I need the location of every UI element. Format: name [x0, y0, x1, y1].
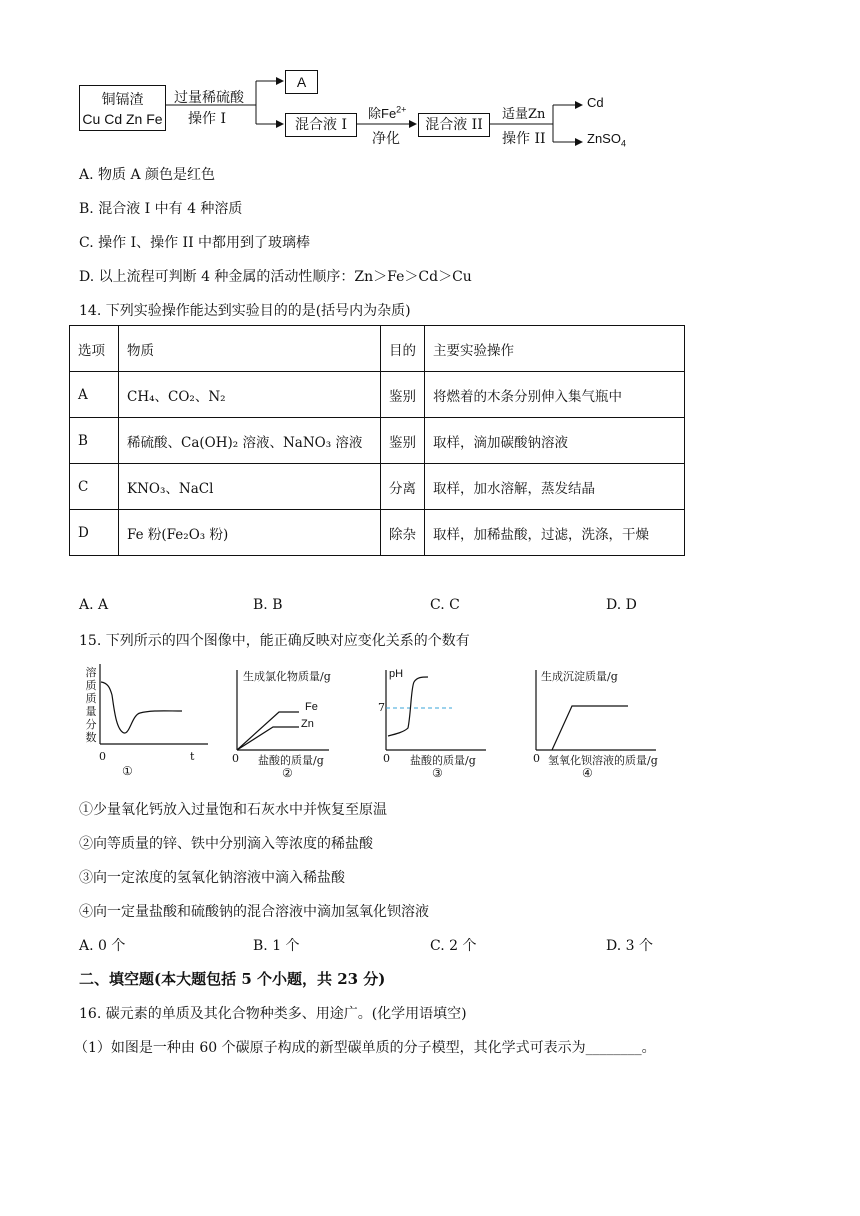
q15-statement-1: ①少量氧化钙放入过量饱和石灰水中并恢复至原温 — [79, 802, 387, 818]
step1-top-label: 过量稀硫酸 — [174, 90, 244, 106]
row-purpose: 鉴别 — [381, 372, 425, 418]
row-operation: 取样，加稀盐酸，过滤，洗涤，干燥 — [425, 510, 685, 556]
table-row — [70, 510, 685, 556]
step2-sup: 2+ — [396, 104, 407, 115]
graph2-zn-line — [237, 727, 299, 750]
graph4-origin: 0 — [533, 752, 540, 765]
header-option: 选项 — [70, 326, 119, 372]
row-option: B — [70, 418, 119, 464]
graph1-ylabel-char: 质 — [85, 679, 97, 692]
table-row — [70, 418, 685, 464]
graph1-number: ① — [122, 764, 133, 778]
table-row — [70, 372, 685, 418]
q14-answer-a: A. A — [79, 597, 109, 613]
start-box-line1: 铜镉渣 — [101, 91, 144, 107]
graph2-origin: 0 — [232, 752, 239, 765]
table-header-row — [70, 326, 685, 372]
q15-stem: 15. 下列所示的四个图像中，能正确反映对应变化关系的个数有 — [79, 633, 470, 649]
q14-answer-b: B. B — [253, 597, 283, 613]
q13-option-b: B. 混合液 I 中有 4 种溶质 — [79, 201, 243, 217]
q15-answer-c: C. 2 个 — [430, 938, 477, 954]
graph1-origin: 0 — [99, 750, 106, 763]
header-purpose: 目的 — [381, 326, 425, 372]
graph1-curve — [101, 682, 182, 733]
graph1-ylabel-char: 分 — [85, 718, 97, 731]
graph1-ylabel-char: 质 — [85, 692, 97, 705]
start-box-line2: Cu Cd Zn Fe — [82, 111, 163, 127]
q13-option-d: D. 以上流程可判断 4 种金属的活动性顺序：Zn＞Fe＞Cd＞Cu — [79, 269, 472, 285]
graph1-xlabel: t — [190, 750, 195, 763]
row-purpose: 除杂 — [381, 510, 425, 556]
q14-table — [69, 325, 685, 556]
q13-option-a: A. 物质 A 颜色是红色 — [79, 167, 216, 183]
q15-statement-2: ②向等质量的锌、铁中分别滴入等浓度的稀盐酸 — [79, 836, 373, 852]
q15-answer-d: D. 3 个 — [606, 938, 653, 954]
row-substance: CH₄、CO₂、N₂ — [119, 372, 381, 418]
q15-answer-a: A. 0 个 — [79, 938, 126, 954]
graph2-plot — [233, 668, 333, 754]
q15-statement-4: ④向一定量盐酸和硫酸钠的混合溶液中滴加氢氧化钡溶液 — [79, 904, 429, 920]
graph2-number: ② — [282, 766, 293, 780]
graph1-ylabel-char: 量 — [85, 705, 97, 718]
out-znso4-text: ZnSO — [587, 131, 621, 146]
box-mix2: 混合液 II — [418, 113, 490, 137]
graph3-plot — [382, 668, 492, 754]
box-mix1: 混合液 I — [285, 113, 357, 137]
graph3-ylabel: pH — [389, 668, 404, 680]
row-substance: Fe 粉(Fe₂O₃ 粉) — [119, 510, 381, 556]
row-option: A — [70, 372, 119, 418]
row-operation: 取样，加水溶解，蒸发结晶 — [425, 464, 685, 510]
row-purpose: 分离 — [381, 464, 425, 510]
step3-top-label: 适量Zn — [502, 107, 546, 122]
step1-bottom-label: 操作 I — [188, 111, 226, 127]
q16-stem: 16. 碳元素的单质及其化合物种类多、用途广。(化学用语填空) — [79, 1006, 467, 1022]
q14-answer-d: D. D — [606, 597, 637, 613]
row-operation: 取样，滴加碳酸钠溶液 — [425, 418, 685, 464]
section2-title: 二、填空题(本大题包括 5 个小题，共 23 分) — [79, 970, 386, 988]
graph3-number: ③ — [432, 766, 443, 780]
row-option: D — [70, 510, 119, 556]
header-substance: 物质 — [119, 326, 381, 372]
graph3-seven: 7 — [378, 701, 385, 714]
graph4-plot — [532, 668, 662, 754]
table-row — [70, 464, 685, 510]
graph4-number: ④ — [582, 766, 593, 780]
flow-arrows — [0, 0, 860, 160]
header-operation: 主要实验操作 — [425, 326, 685, 372]
q15-answer-b: B. 1 个 — [253, 938, 300, 954]
graph4-curve — [552, 706, 628, 750]
graph2-series-zn: Zn — [301, 718, 314, 730]
step2-top-text: 除Fe — [368, 106, 397, 121]
graph2-xlabel: 盐酸的质量/g — [258, 754, 324, 767]
graph1-ylabel-char: 数 — [85, 731, 97, 744]
q13-option-c: C. 操作 I、操作 II 中都用到了玻璃棒 — [79, 235, 311, 251]
graph2-ylabel: 生成氯化物质量/g — [243, 670, 331, 683]
graph3-curve — [388, 677, 428, 736]
out-znso4-sub: 4 — [620, 138, 626, 149]
row-operation: 将燃着的木条分别伸入集气瓶中 — [425, 372, 685, 418]
graph1-ylabel-char: 溶 — [85, 666, 97, 679]
row-substance: 稀硫酸、Ca(OH)₂ 溶液、NaNO₃ 溶液 — [119, 418, 381, 464]
graph3-origin: 0 — [383, 752, 390, 765]
graph3-xlabel: 盐酸的质量/g — [410, 754, 476, 767]
q15-statement-3: ③向一定浓度的氢氧化钠溶液中滴入稀盐酸 — [79, 870, 345, 886]
out-cd-label: Cd — [587, 95, 604, 110]
graph4-xlabel: 氢氧化钡溶液的质量/g — [548, 754, 658, 767]
row-substance: KNO₃、NaCl — [119, 464, 381, 510]
step2-bottom-label: 净化 — [372, 131, 400, 147]
row-purpose: 鉴别 — [381, 418, 425, 464]
row-option: C — [70, 464, 119, 510]
graph1-plot — [96, 660, 214, 750]
box-a: A — [285, 70, 318, 94]
graph4-ylabel: 生成沉淀质量/g — [541, 670, 618, 683]
step3-bottom-label: 操作 II — [502, 131, 546, 147]
graph2-series-fe: Fe — [305, 701, 318, 713]
q14-answer-c: C. C — [430, 597, 460, 613]
q14-stem: 14. 下列实验操作能达到实验目的的是(括号内为杂质) — [79, 303, 411, 319]
q16-part1: （1）如图是一种由 60 个碳原子构成的新型碳单质的分子模型，其化学式可表示为________。 — [74, 1040, 656, 1056]
